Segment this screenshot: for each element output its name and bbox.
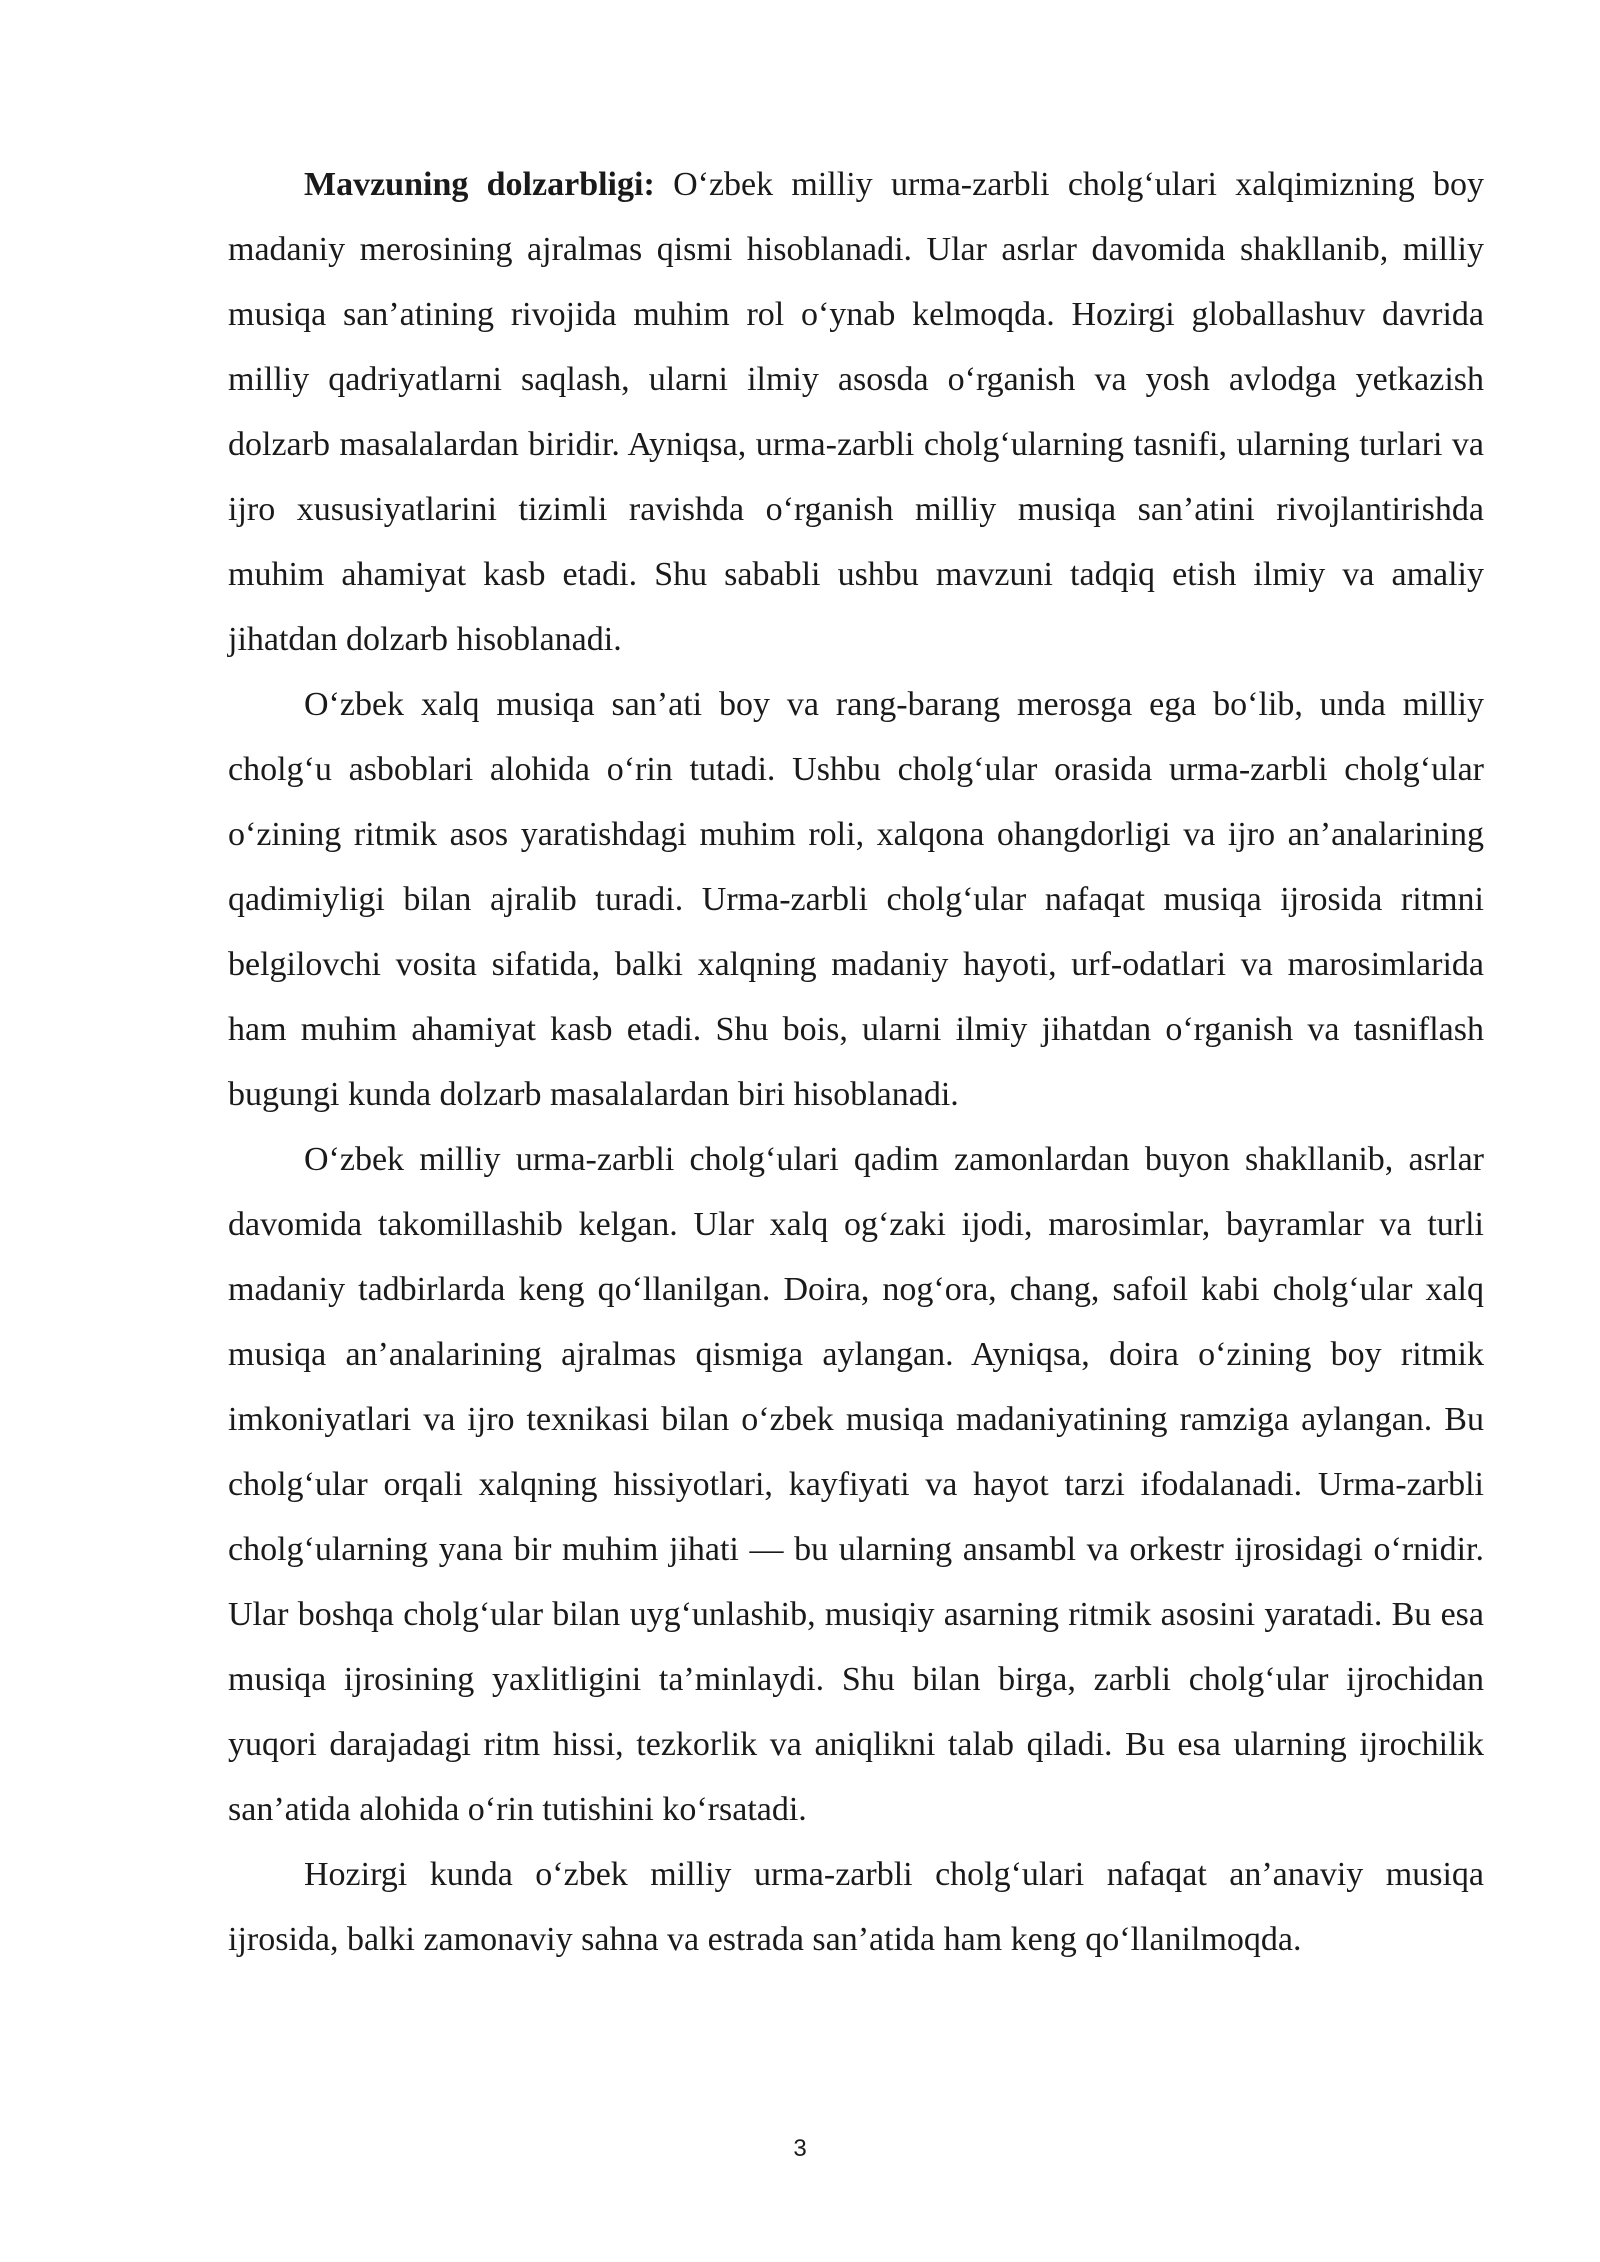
paragraph-text: O‘zbek milliy urma-zarbli cholg‘ulari qadim zamonlardan buyon shakllanib, asrlar davomida takomillashib kelgan. Ular xalq og‘zaki ijodi, marosimlar, bayramlar va turli madaniy tadbirlarda keng qo‘llanilgan. Doira, nog‘ora, chang, safoil kabi cholg‘ular xalq musiqa an’analarining ajralmas qismiga aylangan. Ayniqsa, doira o‘zining boy ritmik imkoniyatlari va ijro texnikasi bilan o‘zbek musiqa madaniyatining ramziga aylangan. Bu cholg‘ular orqali xalqning hissiyotlari, kayfiyati va hayot tarzi ifodalanadi. Urma-zarbli cholg‘ularning yana bir muhim jihati — bu ularning ansambl va orkestr ijrosidagi o‘rnidir. Ular boshqa cholg‘ular bilan uyg‘unlashib, musiqiy asarning ritmik asosini yaratadi. Bu esa musiqa ijrosining yaxlitligini ta’minlaydi. Shu bilan birga, zarbli cholg‘ular ijrochidan yuqori darajadagi ritm hissi, tezkorlik va aniqlikni talab qiladi. Bu esa ularning ijrochilik san’atida alohida o‘rin tutishini ko‘rsatadi.	[228, 1141, 1484, 1828]
paragraph-relevance	[228, 152, 1484, 672]
paragraph-text: Hozirgi kunda o‘zbek milliy urma-zarbli cholg‘ulari nafaqat an’anaviy musiqa ijrosida, balki zamonaviy sahna va estrada san’atida ham keng qo‘llanilmoqda.	[228, 1856, 1484, 1958]
paragraph-lead-heading: Mavzuning dolzarbligi:	[304, 166, 655, 203]
paragraph	[228, 672, 1484, 1127]
paragraph-text: O‘zbek milliy urma-zarbli cholg‘ulari xalqimizning boy madaniy merosining ajralmas qismi hisoblanadi. Ular asrlar davomida shakllanib, milliy musiqa san’atining rivojida muhim rol o‘ynab kelmoqda. Hozirgi globallashuv davrida milliy qadriyatlarni saqlash, ularni ilmiy asosda o‘rganish va yosh avlodga yetkazish dolzarb masalalardan biridir. Ayniqsa, urma-zarbli cholg‘ularning tasnifi, ularning turlari va ijro xususiyatlarini tizimli ravishda o‘rganish milliy musiqa san’atini rivojlantirishda muhim ahamiyat kasb etadi. Shu sababli ushbu mavzuni tadqiq etish ilmiy va amaliy jihatdan dolzarb hisoblanadi.	[228, 166, 1484, 658]
paragraph	[228, 1842, 1484, 1972]
page-number: 3	[793, 2135, 807, 2162]
paragraph	[228, 1127, 1484, 1842]
paragraph-text: O‘zbek xalq musiqa san’ati boy va rang-barang merosga ega bo‘lib, unda milliy cholg‘u asboblari alohida o‘rin tutadi. Ushbu cholg‘ular orasida urma-zarbli cholg‘ular o‘zining ritmik asos yaratishdagi muhim roli, xalqona ohangdorligi va ijro an’analarining qadimiyligi bilan ajralib turadi. Urma-zarbli cholg‘ular nafaqat musiqa ijrosida ritmni belgilovchi vosita sifatida, balki xalqning madaniy hayoti, urf-odatlari va marosimlarida ham muhim ahamiyat kasb etadi. Shu bois, ularni ilmiy jihatdan o‘rganish va tasniflash bugungi kunda dolzarb masalalardan biri hisoblanadi.	[228, 686, 1484, 1113]
document-body	[228, 152, 1484, 1972]
